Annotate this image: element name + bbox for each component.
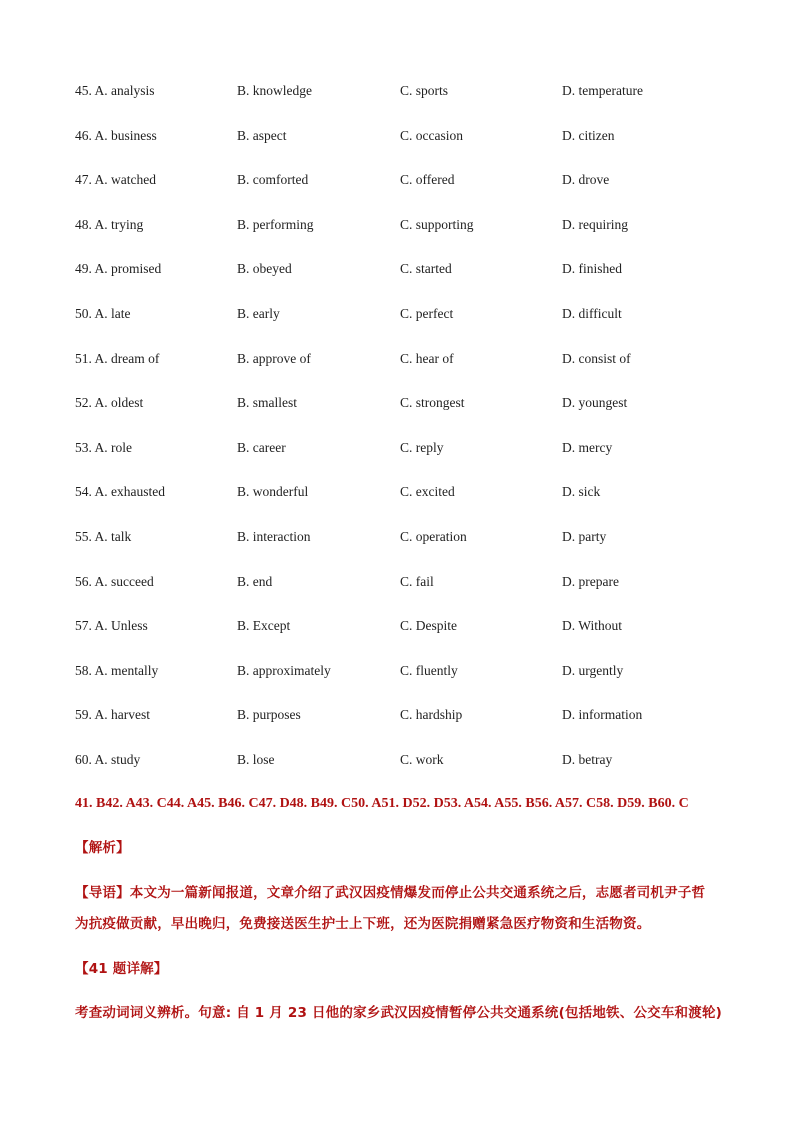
question-number: 47. [75,172,92,188]
option-a [75,349,159,369]
option-b: B. comforted [237,172,309,188]
question-row [75,170,755,190]
option-d: D. betray [562,752,613,767]
question-row [75,126,755,146]
option-d: D. citizen [562,127,615,143]
option-a [75,705,150,725]
question-number: 49. [75,261,92,277]
question-number: 48. [75,216,92,232]
option-b: B. approximately [237,662,331,678]
option-a-text: A. business [94,127,157,143]
option-b: B. approve of [237,350,311,366]
option-d: D. temperature [562,83,643,98]
option-a [75,750,140,770]
option-a [75,661,158,681]
option-c: C. reply [400,439,444,455]
question-number: 57. [75,618,92,634]
option-c: C. offered [400,172,455,188]
option-b: B. interaction [237,529,311,544]
option-a-text: A. oldest [94,395,144,411]
option-d: D. finished [562,261,622,277]
question-number: 56. [75,573,92,589]
option-b: B. wonderful [237,484,309,500]
option-d: D. sick [562,484,601,500]
question-number: 60. [75,752,92,767]
question-row [75,661,755,681]
option-a [75,259,161,279]
option-a-text: A. exhausted [94,484,165,500]
option-c: C. hear of [400,350,454,366]
option-d: D. requiring [562,216,628,232]
option-a-text: A. succeed [94,573,154,589]
option-a [75,81,155,101]
option-c: C. excited [400,484,455,500]
option-d: D. prepare [562,573,619,589]
option-a-text: A. late [94,306,131,321]
option-b: B. knowledge [237,83,312,98]
option-c: C. sports [400,83,449,98]
option-a [75,616,148,636]
answer-key: 41. B42. A43. C44. A45. B46. C47. D48. B49. C50. A51. D52. D53. A54. A55. B56. A57. C58. D59. B60. C [75,796,689,811]
question-row [75,259,755,279]
option-b: B. performing [237,216,314,232]
question-row [75,349,755,369]
option-b: B. obeyed [237,261,292,277]
option-c: C. started [400,261,452,277]
option-d: D. youngest [562,395,628,411]
option-d: D. difficult [562,306,622,321]
option-b: B. career [237,439,286,455]
option-a-text: A. trying [94,216,144,232]
question-row [75,438,755,458]
question-row [75,393,755,413]
option-a [75,126,157,146]
option-a-text: A. watched [94,172,156,188]
option-c: C. fail [400,573,434,589]
guide-line-1: 【导语】本文为一篇新闻报道，文章介绍了武汉因疫情爆发而停止公共交通系统之后，志愿者司机尹子哲 [75,885,706,901]
option-c: C. hardship [400,707,463,723]
question-row [75,215,755,235]
option-d: D. information [562,707,643,723]
option-c: C. fluently [400,662,458,678]
option-a-text: A. analysis [94,83,155,98]
analysis-heading: 【解析】 [75,840,130,856]
question-row [75,616,755,636]
option-a-text: A. study [94,752,141,767]
option-c: C. Despite [400,618,457,634]
option-c: C. occasion [400,127,463,143]
option-d: D. party [562,529,607,544]
option-a-text: A. mentally [94,662,159,678]
question-number: 53. [75,439,92,455]
option-d: D. Without [562,618,622,634]
question-number: 54. [75,484,92,500]
option-d: D. mercy [562,439,613,455]
option-b: B. early [237,306,280,321]
option-a [75,438,132,458]
question-number: 55. [75,529,92,544]
option-c: C. work [400,752,444,767]
question-row [75,705,755,725]
guide-line-2: 为抗疫做贡献，早出晚归，免费接送医生护士上下班，还为医院捐赠紧急医疗物资和生活物资。 [75,916,651,932]
option-c: C. perfect [400,306,454,321]
option-a [75,393,143,413]
option-a-text: A. promised [94,261,162,277]
question-row [75,304,755,324]
question-number: 46. [75,127,92,143]
option-b: B. aspect [237,127,287,143]
option-a [75,304,131,324]
option-a [75,215,143,235]
option-d: D. consist of [562,350,631,366]
question-number: 50. [75,306,92,321]
option-a [75,527,131,547]
option-a-text: A. dream of [94,350,160,366]
question-number: 52. [75,395,92,411]
option-b: B. Except [237,618,291,634]
question-number: 59. [75,707,92,723]
question-number: 45. [75,83,92,98]
option-a-text: A. role [94,439,133,455]
question-row [75,572,755,592]
option-a [75,170,156,190]
question-row [75,482,755,502]
option-a-text: A. talk [94,529,132,544]
option-c: C. operation [400,529,467,544]
option-a [75,482,165,502]
option-c: C. strongest [400,395,465,411]
option-a-text: A. harvest [94,707,150,723]
question-row [75,750,755,770]
option-b: B. end [237,573,273,589]
option-a-text: A. Unless [94,618,148,634]
option-b: B. lose [237,752,275,767]
option-d: D. drove [562,172,610,188]
question-row [75,527,755,547]
option-b: B. purposes [237,707,301,723]
question-number: 51. [75,350,92,366]
question-row [75,81,755,101]
option-a [75,572,154,592]
option-c: C. supporting [400,216,474,232]
option-b: B. smallest [237,395,297,411]
q41-heading: 【41 题详解】 [75,961,168,977]
option-d: D. urgently [562,662,624,678]
question-number: 58. [75,662,92,678]
q41-explanation: 考查动词词义辨析。句意: 自 1 月 23 日他的家乡武汉因疫情暂停公共交通系统(包括地铁、公交车和渡轮) [75,1005,723,1021]
